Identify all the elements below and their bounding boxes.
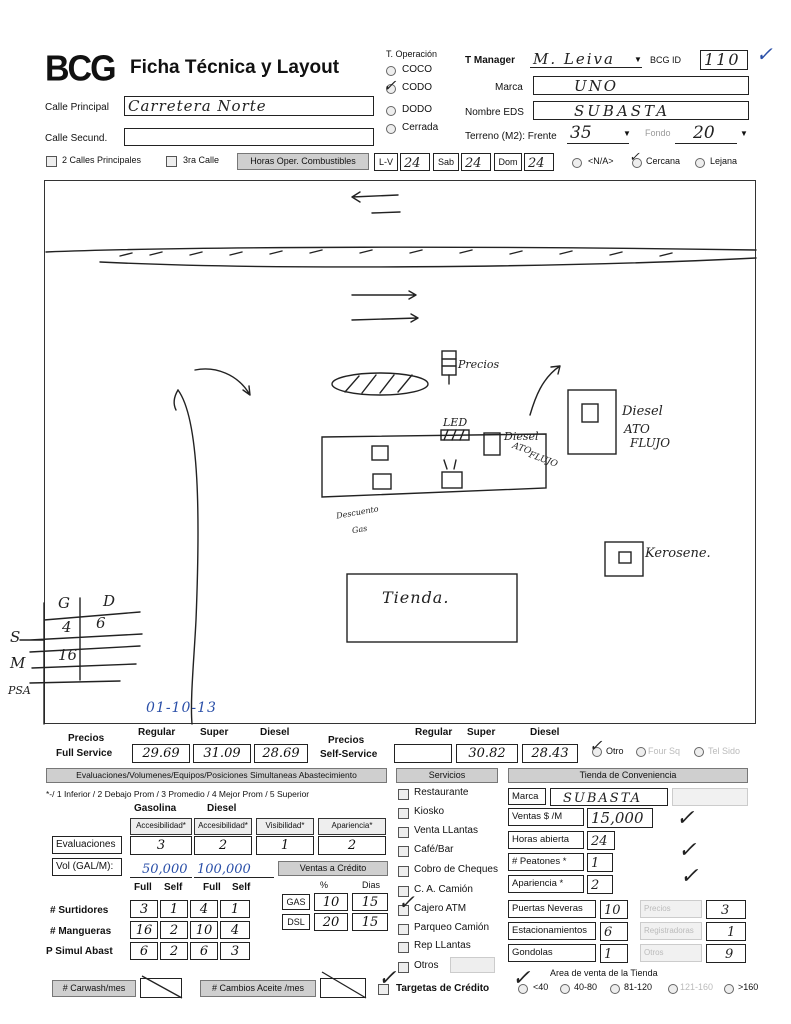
- evaluaciones-section-button[interactable]: Evaluaciones/Volumenes/Equipos/Posiciones Simultaneas Abastecimiento: [46, 768, 387, 783]
- surtidores-full-diesel[interactable]: 4: [190, 900, 218, 918]
- na-label: <N/A>: [588, 156, 614, 166]
- vol-diesel-field[interactable]: [194, 860, 274, 878]
- col-regular-full: Regular: [138, 727, 176, 738]
- marca-label: Marca: [495, 82, 523, 93]
- radio-four-sq[interactable]: [636, 747, 646, 757]
- col-diesel-full: Diesel: [260, 727, 290, 738]
- header-accesibilidad-diesel: Accesibilidad*: [194, 818, 252, 835]
- chevron-down-icon[interactable]: ▼: [634, 55, 642, 64]
- servicio-label-rep-llantas: Rep LLantas: [414, 940, 471, 951]
- dsl-label-box: [282, 914, 310, 930]
- col-diesel-self: Diesel: [530, 727, 560, 738]
- full-regular-field[interactable]: 29.69: [132, 744, 190, 763]
- servicios-section-button[interactable]: Servicios: [396, 768, 498, 783]
- sketch-label-descuento: Descuento: [335, 504, 380, 521]
- servicio-label-ca-camion: C. A. Camión: [414, 884, 473, 895]
- lv-label: L-V: [378, 157, 393, 167]
- marca-value: UNO: [574, 77, 619, 95]
- header-accesibilidad-gas: Accesibilidad*: [130, 818, 192, 835]
- otro-check-mark: ✓: [589, 736, 603, 755]
- dsl-pct-field[interactable]: 20: [314, 913, 348, 931]
- check-mark-icon: ✓: [676, 806, 695, 831]
- sketch-label-ato-2: ATO: [624, 422, 650, 436]
- puertas-label-box: [508, 900, 596, 918]
- diesel-eval-label: Diesel: [207, 803, 237, 814]
- tel-sido-label: Tel Sido: [708, 746, 741, 756]
- servicio-checkbox-parqueo-camion[interactable]: [398, 924, 409, 935]
- vol-label: Vol (GAL/M):: [56, 861, 114, 872]
- lv-value: 24: [404, 156, 421, 171]
- puertas-label: Puertas Neveras: [512, 903, 583, 914]
- tarjetas-label: Targetas de Crédito: [396, 983, 490, 994]
- precios-label-full: Precios: [68, 733, 105, 744]
- area-venta-label: Area de venta de la Tienda: [550, 968, 658, 978]
- servicio-checkbox-kiosko[interactable]: [398, 808, 409, 819]
- horas-abierta-label: Horas abierta: [512, 834, 570, 845]
- vol-label-box: [52, 858, 122, 876]
- bcg-logo: BCG: [45, 49, 115, 89]
- peatones-field[interactable]: [587, 853, 613, 872]
- servicio-checkbox-cafe-bar[interactable]: [398, 846, 409, 857]
- radio-tel-sido[interactable]: [694, 747, 704, 757]
- sketch-label-ato-1: ATO: [510, 440, 533, 458]
- tienda-right-label-2: [640, 922, 702, 940]
- servicio-checkbox-restaurante[interactable]: [398, 789, 409, 800]
- area-option-gt160: >160: [738, 982, 759, 992]
- servicio-label-kiosko: Kiosko: [414, 806, 445, 817]
- mangueras-full-diesel[interactable]: 10: [190, 921, 218, 939]
- area-option-lt40: <40: [533, 982, 549, 992]
- chevron-down-icon[interactable]: ▼: [740, 129, 748, 138]
- estacionamientos-value: 6: [604, 925, 613, 940]
- full-label-diesel: Full: [203, 882, 221, 893]
- tienda-apariencia-label: Apariencia *: [512, 878, 564, 889]
- gondolas-label: Gondolas: [512, 947, 553, 958]
- self-regular-field[interactable]: [394, 744, 452, 763]
- sketch-label-led: LED: [443, 416, 468, 429]
- estacionamientos-field[interactable]: [600, 922, 628, 941]
- sab-value: 24: [465, 156, 482, 171]
- surtidores-full-gas[interactable]: 3: [130, 900, 158, 918]
- codo-check-mark: ✓: [383, 76, 397, 95]
- tienda-marca-field[interactable]: [550, 788, 668, 806]
- sketch-date: 01-10-13: [146, 700, 217, 716]
- vol-gas-value: 50,000: [142, 862, 188, 877]
- simul-self-diesel[interactable]: 3: [220, 942, 250, 960]
- bcg-id-label: BCG ID: [650, 55, 682, 65]
- calle-principal-label: Calle Principal: [45, 102, 109, 113]
- self-label-diesel: Self: [232, 882, 251, 893]
- servicio-label-otros: Otros: [414, 960, 439, 971]
- cambios-strike: [320, 968, 368, 1000]
- gas-label-box: [282, 894, 310, 910]
- estacionamientos-label-box: [508, 922, 596, 940]
- dom-label: Dom: [498, 157, 518, 167]
- servicio-label-parqueo-camion: Parqueo Camión: [414, 922, 490, 933]
- full-service-label: Full Service: [56, 748, 113, 759]
- sketch-label-kerosene: Kerosene.: [645, 546, 711, 561]
- gondolas-value: 1: [604, 947, 613, 962]
- radio-area-121-160[interactable]: [668, 984, 678, 994]
- tienda-right-label-3-text: Otros: [644, 948, 664, 957]
- radio-area-81-120[interactable]: [610, 984, 620, 994]
- t-manager-label: T Manager: [465, 55, 516, 66]
- evaluaciones-label-box: [52, 836, 122, 854]
- otro-label: Otro: [606, 746, 624, 756]
- pct-label: %: [320, 880, 329, 890]
- servicio-checkbox-cobro-cheques[interactable]: [398, 866, 409, 877]
- tienda-right-label-1: [640, 900, 702, 918]
- mangueras-self-gas[interactable]: 2: [160, 921, 188, 939]
- grid-row-psa: PSA: [8, 684, 31, 697]
- check-mark-icon: ✓: [756, 42, 773, 66]
- eval-visibilidad[interactable]: 1: [256, 836, 314, 855]
- vol-gas-field[interactable]: [130, 860, 192, 878]
- sketch-label-flujo-1: FLUJO: [527, 450, 559, 470]
- mangueras-label: # Mangueras: [50, 926, 112, 937]
- sketch-label-tienda: Tienda.: [382, 588, 450, 607]
- tienda-right-value-3: 9: [725, 947, 734, 962]
- self-diesel-field[interactable]: 28.43: [522, 744, 578, 763]
- option-codo: CODO: [402, 82, 432, 93]
- rating-legend: *-/ 1 Inferior / 2 Debajo Prom / 3 Promedio / 4 Mejor Prom / 5 Superior: [46, 789, 310, 799]
- option-cerrada: Cerrada: [402, 122, 439, 133]
- tienda-marca-extra-field[interactable]: [672, 788, 748, 806]
- horas-abierta-field[interactable]: [587, 831, 615, 850]
- grid-s-g: 4: [62, 618, 72, 636]
- surtidores-self-diesel[interactable]: 1: [220, 900, 250, 918]
- mangueras-self-diesel[interactable]: 4: [220, 921, 250, 939]
- tienda-right-field-2[interactable]: [706, 922, 746, 941]
- gasolina-label: Gasolina: [134, 803, 177, 814]
- radio-area-gt160[interactable]: [724, 984, 734, 994]
- t-operacion-label: T. Operación: [386, 49, 438, 59]
- dom-value: 24: [528, 156, 545, 171]
- col-super-self: Super: [467, 727, 496, 738]
- tienda-marca-value: SUBASTA: [563, 791, 643, 806]
- tarjetas-check-mark: ✓: [378, 966, 397, 991]
- tienda-section-button[interactable]: Tienda de Conveniencia: [508, 768, 748, 783]
- tienda-right-value-1: 3: [721, 903, 730, 918]
- gondolas-label-box: [508, 944, 596, 962]
- nombre-eds-label: Nombre EDS: [465, 107, 524, 118]
- tienda-right-label-1-text: Precios: [644, 904, 671, 913]
- check-mark-icon: ✓: [680, 864, 699, 889]
- mangueras-full-gas[interactable]: 16: [130, 921, 158, 939]
- gas-dias-field[interactable]: 15: [352, 893, 388, 911]
- ventas-value: 15,000: [591, 809, 644, 827]
- carwash-strike: [140, 972, 184, 1000]
- puertas-field[interactable]: [600, 900, 628, 919]
- sketch-label-diesel-1: Diesel: [504, 430, 539, 443]
- servicio-checkbox-otros[interactable]: [398, 962, 409, 973]
- option-dodo: DODO: [402, 104, 432, 115]
- fondo-label: Fondo: [645, 128, 671, 138]
- nombre-eds-value: SUBASTA: [574, 102, 671, 120]
- grid-s-d: 6: [96, 614, 106, 632]
- grid-row-m: M: [10, 654, 26, 672]
- ventas-field[interactable]: [587, 808, 653, 828]
- check-mark-icon: ✓: [678, 838, 697, 863]
- option-coco: COCO: [402, 64, 432, 75]
- self-service-label: Self-Service: [320, 749, 378, 760]
- col-regular-self: Regular: [415, 727, 453, 738]
- estacionamientos-label: Estacionamientos: [512, 925, 587, 936]
- servicio-label-cajero-atm: Cajero ATM: [414, 903, 467, 914]
- servicio-label-cobro-cheques: Cobro de Cheques: [414, 864, 498, 875]
- surtidores-self-gas[interactable]: 1: [160, 900, 188, 918]
- tercera-calle-label: 3ra Calle: [183, 155, 220, 165]
- simul-abast-label: P Simul Abast: [46, 946, 113, 957]
- cajero-check-mark: ✓: [398, 890, 415, 914]
- calle-secund-label: Calle Secund.: [45, 133, 108, 144]
- cercana-check-mark: ✓: [629, 150, 640, 165]
- peatones-label-box: [508, 853, 584, 871]
- tienda-apariencia-value: 2: [591, 878, 600, 893]
- page-title: Ficha Técnica y Layout: [130, 57, 340, 78]
- chevron-down-icon[interactable]: ▼: [623, 129, 631, 138]
- gas-credit-label: GAS: [286, 897, 306, 907]
- servicio-label-cafe-bar: Café/Bar: [414, 844, 454, 855]
- simul-self-gas[interactable]: 2: [160, 942, 188, 960]
- simul-full-gas[interactable]: 6: [130, 942, 158, 960]
- lejana-label: Lejana: [710, 156, 738, 166]
- sab-label: Sab: [437, 157, 454, 167]
- tienda-right-value-2: 1: [727, 925, 736, 940]
- gondolas-field[interactable]: [600, 944, 628, 963]
- servicio-checkbox-venta-llantas[interactable]: [398, 827, 409, 838]
- ventas-credito-button[interactable]: Ventas a Crédito: [278, 861, 388, 876]
- full-diesel-field[interactable]: 28.69: [254, 744, 308, 763]
- header-apariencia: Apariencia*: [318, 818, 386, 835]
- apariencia-label-box: [508, 875, 584, 893]
- cercana-label: Cercana: [646, 156, 681, 166]
- terreno-label: Terreno (M2): Frente: [465, 131, 557, 142]
- ventas-label: Ventas $ /M: [512, 811, 563, 822]
- tienda-right-label-2-text: Registradoras: [644, 926, 694, 935]
- grid-m-g: 16: [58, 646, 78, 664]
- simul-full-diesel[interactable]: 6: [190, 942, 218, 960]
- peatones-value: 1: [591, 856, 600, 871]
- dos-calles-label: 2 Calles Principales: [62, 155, 142, 165]
- self-super-field[interactable]: 30.82: [456, 744, 518, 763]
- precios-label-self: Precios: [328, 735, 365, 746]
- eval-accesibilidad-gas[interactable]: 3: [130, 836, 192, 855]
- cambios-aceite-button[interactable]: # Cambios Aceite /mes: [200, 980, 316, 997]
- tienda-right-field-3[interactable]: [706, 944, 746, 963]
- servicio-label-restaurante: Restaurante: [414, 787, 469, 798]
- eval-apariencia[interactable]: 2: [318, 836, 386, 855]
- tienda-marca-label-box: [508, 788, 546, 805]
- calle-principal-value: Carretera Norte: [128, 97, 267, 115]
- grid-col-g: G: [58, 594, 70, 612]
- t-manager-value: M. Leiva: [533, 50, 615, 68]
- radio-area-40-80[interactable]: [560, 984, 570, 994]
- gas-pct-field[interactable]: 10: [314, 893, 348, 911]
- horas-abierta-value: 24: [591, 834, 608, 849]
- area-option-81-120: 81-120: [624, 982, 653, 992]
- puertas-value: 10: [604, 903, 621, 918]
- terreno-frente-value: 35: [570, 123, 592, 143]
- peatones-label: # Peatones *: [512, 856, 567, 867]
- sketch-label-precios: Precios: [458, 358, 500, 371]
- tienda-right-label-3: [640, 944, 702, 962]
- area-option-40-80: 40-80: [574, 982, 598, 992]
- fondo-value: 20: [693, 123, 715, 143]
- servicio-checkbox-rep-llantas[interactable]: [398, 942, 409, 953]
- full-super-field[interactable]: 31.09: [193, 744, 251, 763]
- apariencia-field[interactable]: [587, 875, 613, 894]
- otros-field[interactable]: [450, 957, 495, 973]
- tienda-right-field-1[interactable]: [706, 900, 746, 919]
- header-visibilidad: Visibilidad*: [256, 818, 314, 835]
- surtidores-label: # Surtidores: [50, 905, 109, 916]
- carwash-button[interactable]: # Carwash/mes: [52, 980, 136, 997]
- self-label-gas: Self: [164, 882, 183, 893]
- area-check-mark: ✓: [512, 966, 531, 991]
- four-sq-label: Four Sq: [648, 746, 681, 756]
- horas-abierta-label-box: [508, 831, 584, 849]
- grid-col-d: D: [103, 592, 116, 610]
- vol-diesel-value: 100,000: [197, 862, 251, 877]
- sketch-label-gas: Gas: [351, 523, 368, 536]
- dsl-dias-field[interactable]: 15: [352, 913, 388, 931]
- tienda-marca-label: Marca: [512, 791, 539, 802]
- horas-oper-button[interactable]: Horas Oper. Combustibles: [237, 153, 369, 170]
- col-super-full: Super: [200, 727, 229, 738]
- eval-accesibilidad-diesel[interactable]: 2: [194, 836, 252, 855]
- area-option-121-160: 121-160: [680, 982, 714, 992]
- evaluaciones-label: Evaluaciones: [56, 839, 116, 850]
- servicio-label-venta-llantas: Venta LLantas: [414, 825, 478, 836]
- grid-row-s: S: [10, 628, 21, 646]
- sketch-label-diesel-2: Diesel: [622, 404, 663, 419]
- dias-label: Dias: [362, 880, 381, 890]
- bcg-id-value: 110: [704, 50, 741, 69]
- ventas-label-box: [508, 808, 584, 826]
- sketch-label-flujo-2: FLUJO: [630, 436, 671, 450]
- full-label-gas: Full: [134, 882, 152, 893]
- dsl-credit-label: DSL: [287, 917, 305, 927]
